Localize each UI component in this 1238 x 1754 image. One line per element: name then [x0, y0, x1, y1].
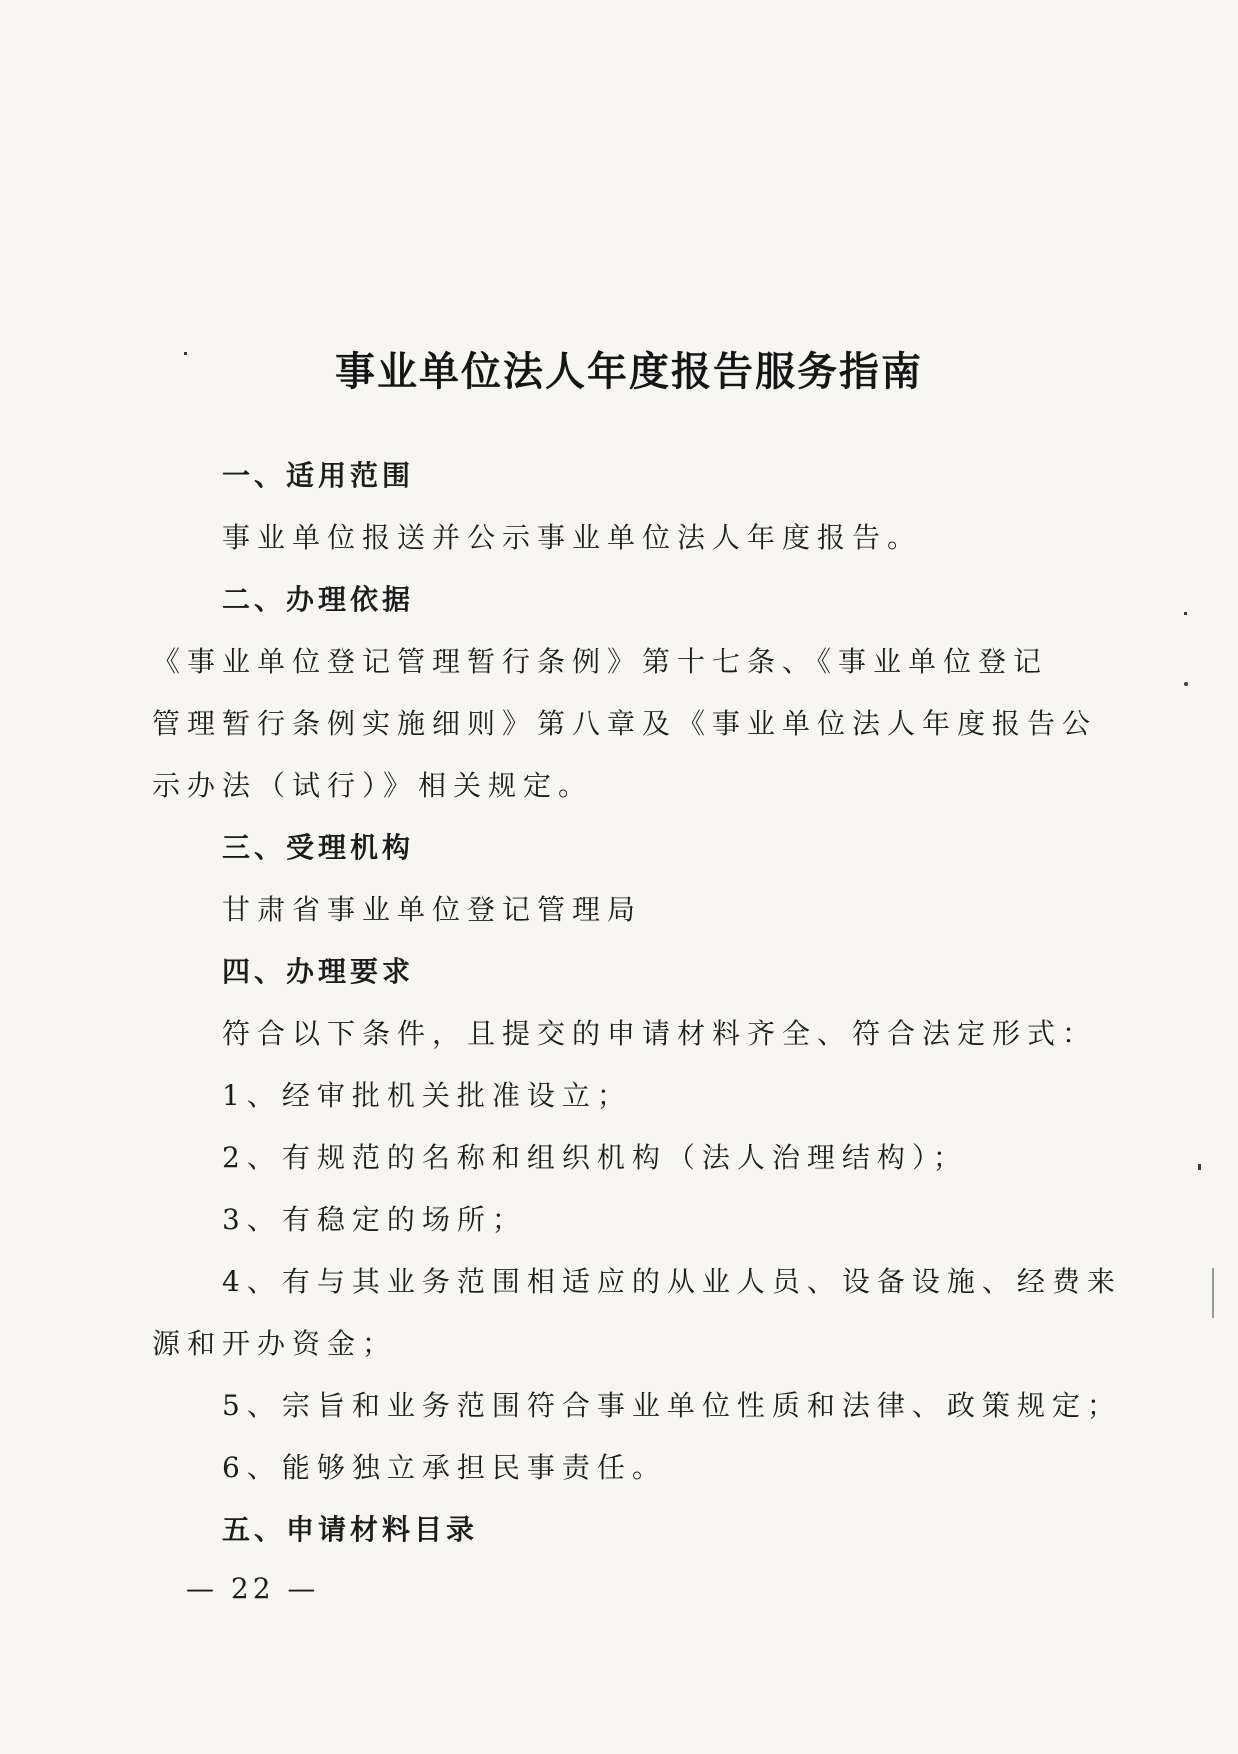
basis-paragraph-line-3: 示办法（试行）》相关规定。 — [152, 769, 594, 802]
basis-paragraph-line-2: 管理暂行条例实施细则》第八章及《事业单位法人年度报告公 — [152, 707, 1098, 740]
requirement-item-4-line-1: 4、有与其业务范围相适应的从业人员、设备设施、经费来 — [222, 1265, 1122, 1298]
page-number: — 22 — — [186, 1572, 320, 1605]
agency-paragraph: 甘肃省事业单位登记管理局 — [222, 893, 643, 926]
section-heading-materials: 五、申请材料目录 — [222, 1513, 479, 1546]
section-heading-requirements: 四、办理要求 — [222, 955, 415, 988]
scan-speck — [1184, 682, 1188, 686]
scan-speck — [1198, 1164, 1201, 1170]
page-title: 事业单位法人年度报告服务指南 — [335, 349, 923, 395]
requirement-item-6: 6、能够独立承担民事责任。 — [222, 1451, 667, 1484]
requirements-intro: 符合以下条件，且提交的申请材料齐全、符合法定形式： — [222, 1017, 1098, 1050]
requirement-item-1: 1、经审批机关批准设立； — [222, 1079, 632, 1112]
requirement-item-2: 2、有规范的名称和组织机构（法人治理结构）； — [222, 1141, 968, 1174]
requirement-item-3: 3、有稳定的场所； — [222, 1203, 527, 1236]
scope-paragraph: 事业单位报送并公示事业单位法人年度报告。 — [222, 521, 923, 554]
requirement-item-4-line-2: 源和开办资金； — [152, 1327, 398, 1360]
scan-speck — [184, 352, 187, 355]
section-heading-agency: 三、受理机构 — [222, 831, 415, 864]
section-heading-scope: 一、适用范围 — [222, 459, 415, 492]
scan-speck — [1184, 612, 1187, 615]
scan-edge-line — [1212, 1268, 1214, 1318]
section-heading-basis: 二、办理依据 — [222, 583, 415, 616]
requirement-item-5: 5、宗旨和业务范围符合事业单位性质和法律、政策规定； — [222, 1389, 1122, 1422]
basis-paragraph-line-1: 《事业单位登记管理暂行条例》第十七条、《事业单位登记 — [152, 645, 1049, 678]
